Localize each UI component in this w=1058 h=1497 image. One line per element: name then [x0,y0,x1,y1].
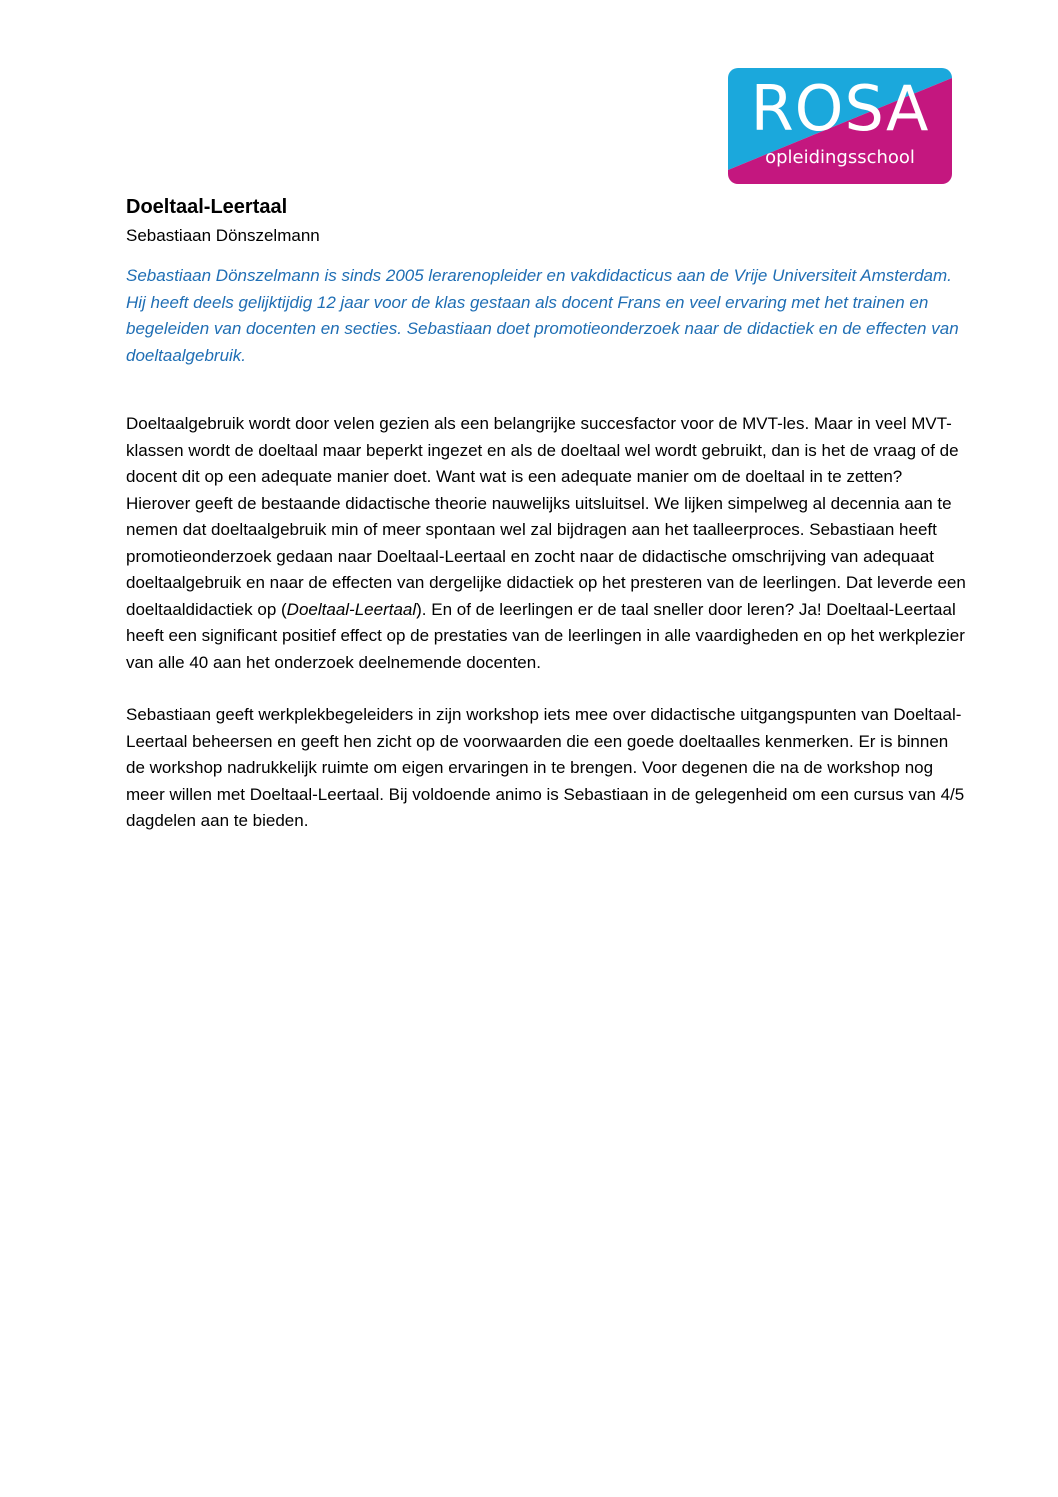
paragraph-research-part2: ). En of de leerlingen er de taal sneller door leren? Ja! Doeltaal-Leertaal heeft een significant positief effect op de prestaties van de leerlingen in alle vaardigheden en op het werkplezier van alle 40 aan het onderzoek deelnemende docenten. [126,599,965,672]
paragraph-research-emphasis: Doeltaal-Leertaal [286,599,417,619]
document-title: Doeltaal-Leertaal [126,196,288,218]
rosa-logo [728,68,952,184]
logo-subtitle: opleidingsschool [765,147,915,168]
document-author: Sebastiaan Dönszelmann [126,226,320,245]
paragraph-workshop: Sebastiaan geeft werkplekbegeleiders in zijn workshop iets mee over didactische uitgangspunten van Doeltaal-Leertaal beheersen en geeft hen zicht op de voorwaarden die een goede doeltaalles kenmerken. Er is binnen de workshop nadrukkelijk ruimte om eigen ervaringen in te brengen. Voor degenen die na de workshop nog meer willen met Doeltaal-Leertaal. Bij voldoende animo is Sebastiaan in de gelegenheid om een cursus van 4/5 dagdelen aan te bieden. [126,705,965,830]
paragraph-research [126,411,966,676]
logo-wordmark: ROSA [750,72,930,145]
paragraph-research-part1: Doeltaalgebruik wordt door velen gezien als een belangrijke succesfactor voor de MVT-les. Maar in veel MVT-klassen wordt de doeltaal maar beperkt ingezet en als de doeltaal wel wordt gebruikt, dan is het de vraag of de docent dit op een adequate manier doet. Want wat is een adequate manier om de doeltaal in te zetten? Hierover geeft de bestaande didactische theorie nauwelijks uitsluitsel. We lijken simpelweg al decennia aan te nemen dat doeltaalgebruik min of meer spontaan wel zal bijdragen aan het taalleerproces. Sebastiaan heeft promotieonderzoek gedaan naar Doeltaal-Leertaal en zocht naar de didactische omschrijving van adequaat doeltaalgebruik en naar de effecten van dergelijke didactiek op het presteren van de leerlingen. Dat leverde een doeltaaldidactiek op ( [126,414,966,619]
author-bio: Sebastiaan Dönszelmann is sinds 2005 lerarenopleider en vakdidacticus aan de Vrije Universiteit Amsterdam. Hij heeft deels gelijktijdig 12 jaar voor de klas gestaan als docent Frans en veel ervaring met het trainen en begeleiden van docenten en secties. Sebastiaan doet promotieonderzoek naar de didactiek en de effecten van doeltaalgebruik. [126,266,959,365]
document-body [126,191,966,835]
